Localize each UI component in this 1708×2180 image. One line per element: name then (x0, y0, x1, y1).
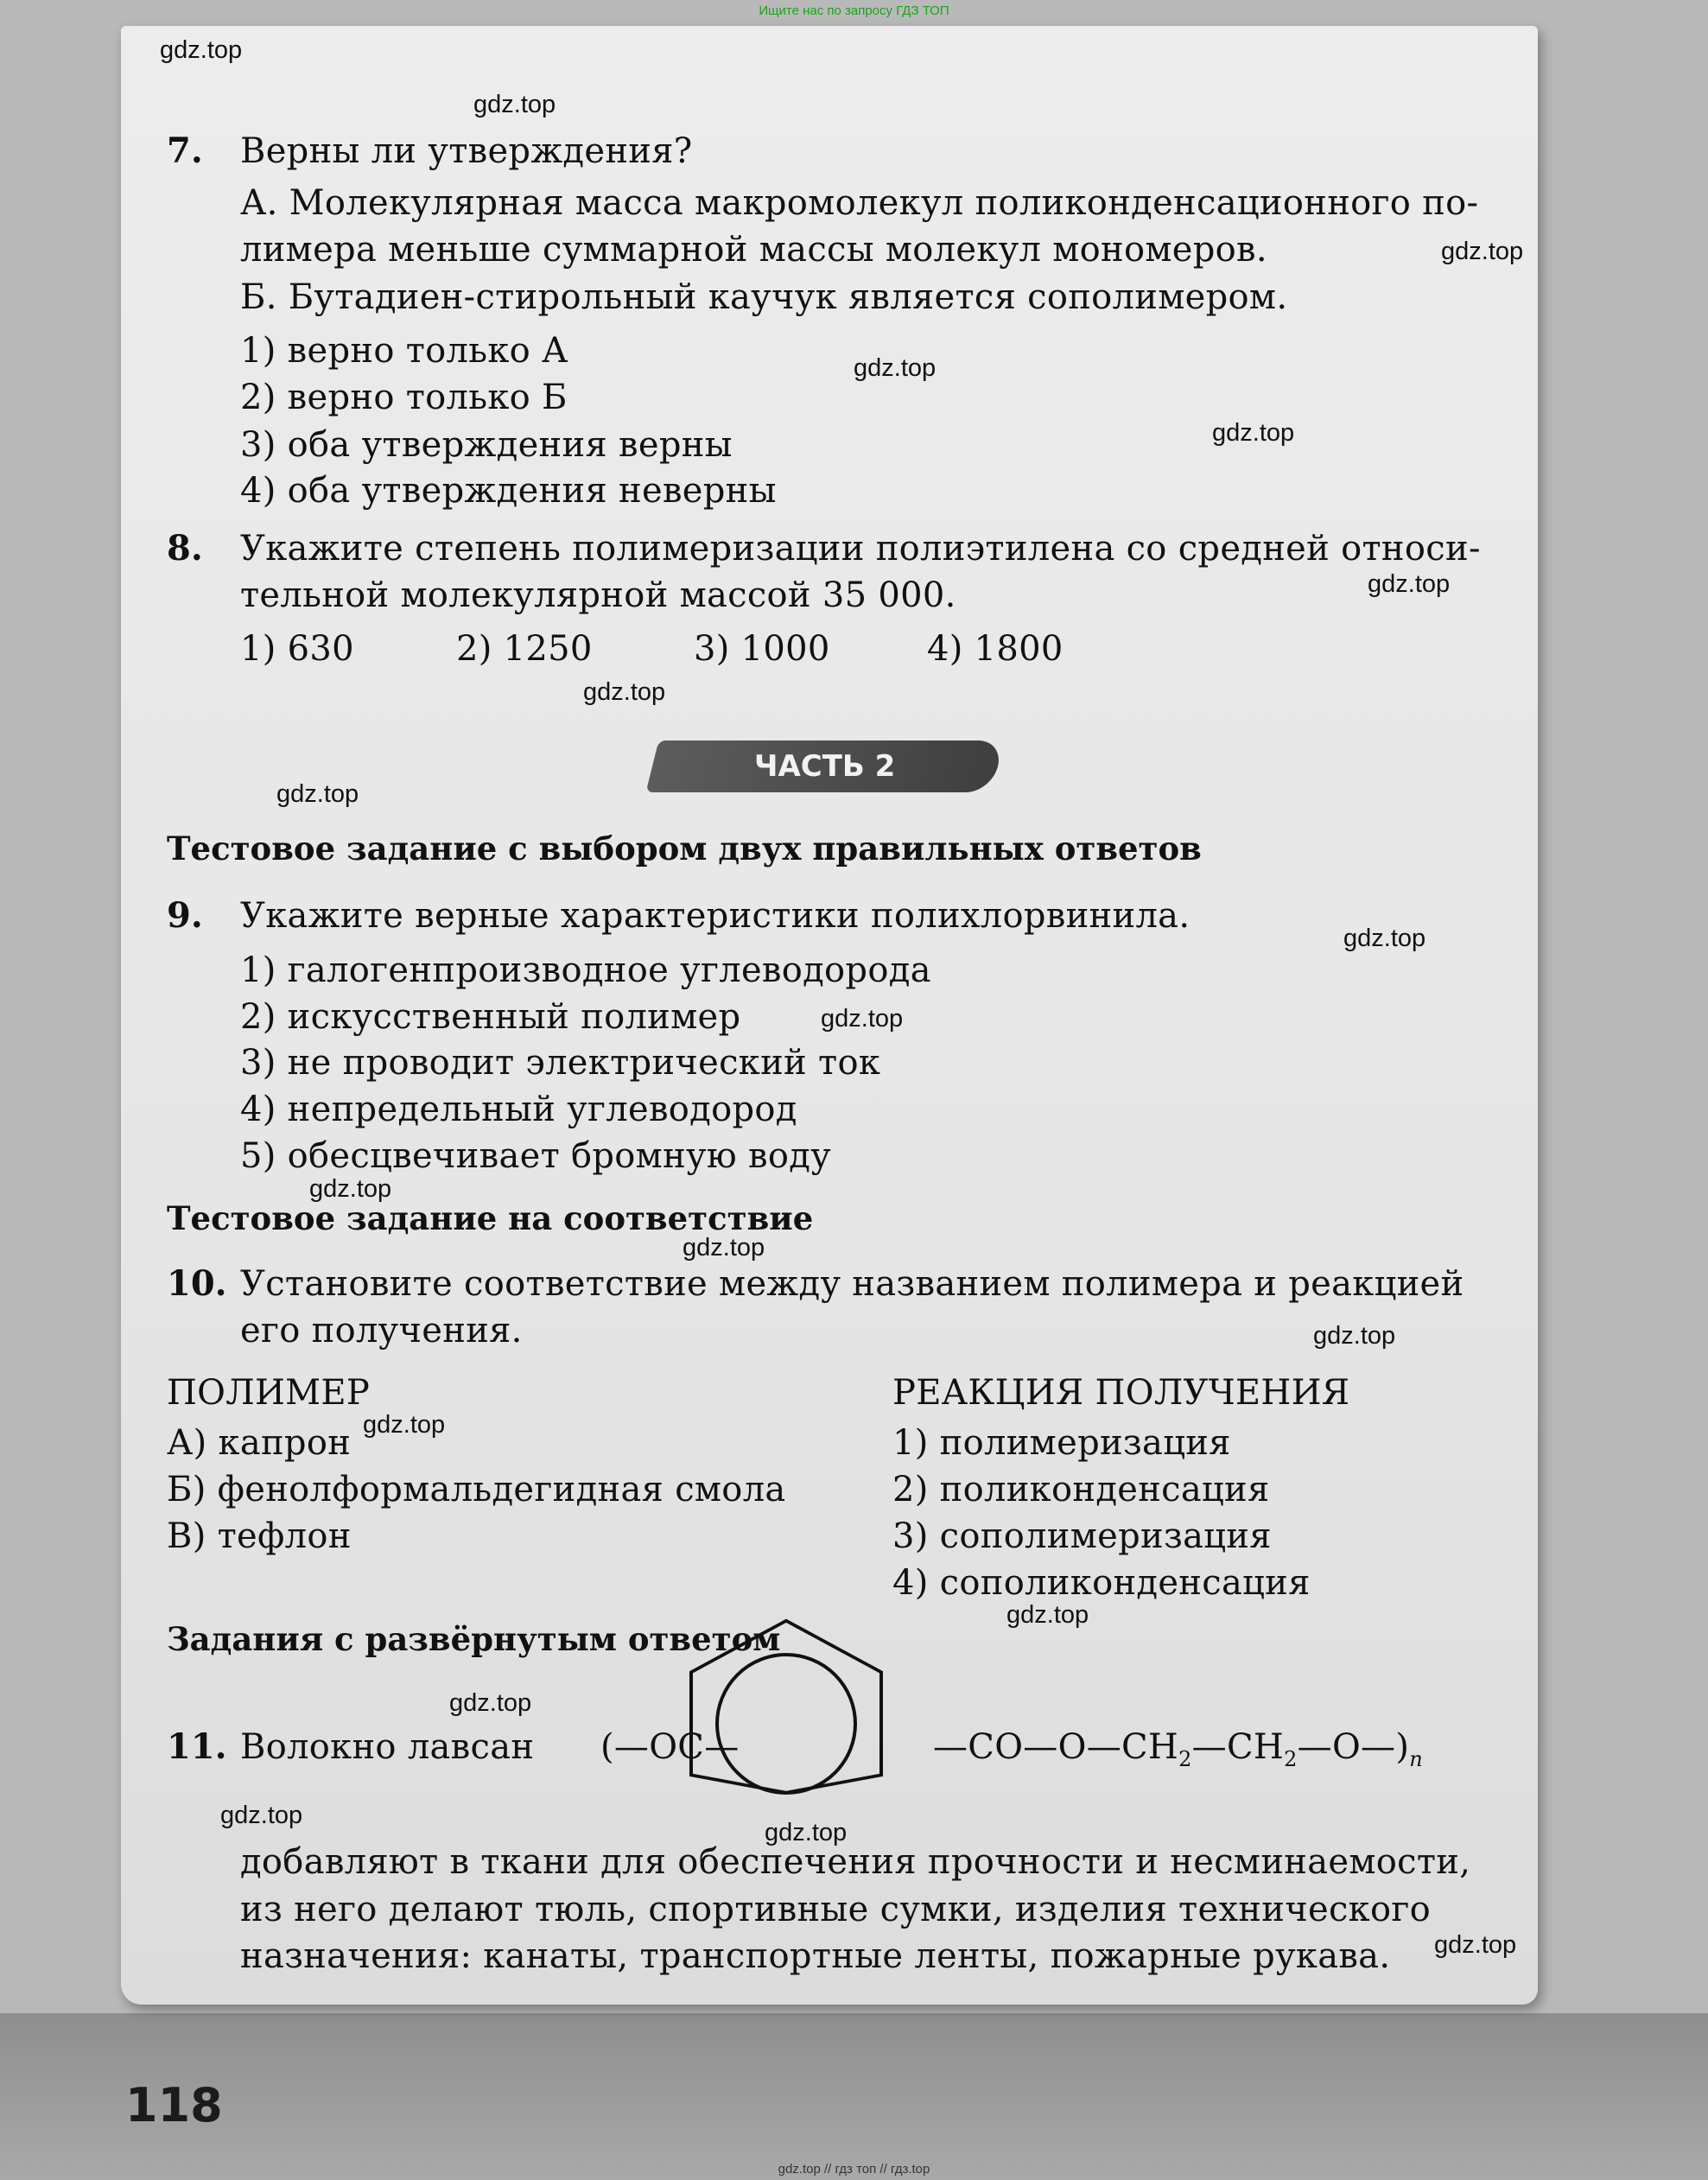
lavsan-formula-part3: —O—) (1297, 1727, 1410, 1767)
watermark: gdz.top (821, 1005, 904, 1033)
background-shadow (0, 2013, 1708, 2180)
lavsan-formula-sub1: 2 (1178, 1747, 1192, 1771)
benzene-ring-icon (596, 1611, 1045, 1827)
question-9-option-4: 4) непредельный углеводород (240, 1090, 797, 1129)
polymer-column-header: ПОЛИМЕР (167, 1373, 371, 1413)
question-8-option-3: 3) 1000 (694, 629, 830, 669)
reaction-item-1: 1) полимеризация (892, 1423, 1231, 1463)
section-extended-heading: Задания с развёрнутым ответом (167, 1620, 781, 1658)
question-11-number: 11. (167, 1726, 227, 1767)
watermark: gdz.top (1343, 925, 1426, 952)
watermark: gdz.top (309, 1175, 392, 1203)
watermark: gdz.top (854, 354, 937, 382)
reaction-item-2: 2) поликонденсация (892, 1470, 1270, 1509)
watermark: gdz.top (1434, 1931, 1517, 1959)
question-7-option-2: 2) верно только Б (240, 378, 568, 417)
question-7-option-3: 3) оба утверждения верны (240, 425, 733, 465)
question-10-number: 10. (167, 1263, 227, 1304)
question-7-option-4: 4) оба утверждения неверны (240, 471, 777, 511)
question-10-line1: Установите соответствие между названием полимера и реакцией (240, 1264, 1464, 1304)
lavsan-formula-right (933, 1724, 1423, 1783)
question-7-statement-b: Б. Бутадиен-стирольный каучук является сополимером. (240, 277, 1288, 317)
question-9-text: Укажите верные характеристики полихлорвинила. (240, 896, 1191, 936)
watermark: gdz.top (1368, 570, 1451, 598)
part-2-label: ЧАСТЬ 2 (754, 749, 896, 784)
reaction-column-header: РЕАКЦИЯ ПОЛУЧЕНИЯ (892, 1373, 1350, 1413)
lavsan-formula-sub2: 2 (1284, 1747, 1298, 1771)
question-8-number: 8. (167, 528, 203, 569)
part-2-badge (646, 740, 1005, 792)
question-10-line2: его получения. (240, 1311, 523, 1351)
lavsan-formula-part2: —CH (1191, 1727, 1285, 1767)
page-number: 118 (125, 2078, 223, 2132)
question-8-option-4: 4) 1800 (927, 629, 1064, 669)
question-9-number: 9. (167, 895, 203, 936)
question-9-option-1: 1) галогенпроизводное углеводорода (240, 950, 931, 990)
watermark: gdz.top (765, 1819, 848, 1846)
polymer-item-a: А) капрон (167, 1423, 352, 1463)
watermark: gdz.top (1212, 419, 1295, 447)
section-match-heading: Тестовое задание на соответствие (167, 1199, 814, 1237)
watermark: gdz.top (1006, 1601, 1089, 1629)
question-7-text: Верны ли утверждения? (240, 131, 693, 171)
watermark: gdz.top (583, 678, 666, 706)
question-8-line2: тельной молекулярной массой 35 000. (240, 575, 956, 615)
watermark: gdz.top (220, 1802, 303, 1829)
reaction-item-3: 3) сополимеризация (892, 1516, 1272, 1556)
question-9-option-2: 2) искусственный полимер (240, 997, 741, 1037)
question-8-option-1: 1) 630 (240, 629, 354, 669)
polymer-item-b: Б) фенолформальдегидная смола (167, 1470, 786, 1509)
lavsan-formula-part1: —CO—O—CH (933, 1727, 1179, 1767)
question-11-intro: Волокно лавсан (240, 1727, 535, 1767)
question-11-line1: добавляют в ткани для обеспечения прочности и несминаемости, (240, 1842, 1471, 1882)
watermark: gdz.top (683, 1234, 765, 1262)
watermark: gdz.top (449, 1689, 532, 1717)
watermark: gdz.top (363, 1411, 446, 1439)
watermark: gdz.top (473, 91, 556, 118)
section-two-answers-heading: Тестовое задание с выбором двух правильных ответов (167, 829, 1202, 868)
question-7-option-1: 1) верно только А (240, 331, 568, 371)
question-7-statement-a-line2: лимера меньше суммарной массы молекул мономеров. (240, 230, 1267, 270)
question-8-line1: Укажите степень полимеризации полиэтилена со средней относи- (240, 529, 1481, 569)
lavsan-formula-n: n (1409, 1747, 1424, 1771)
polymer-item-c: В) тефлон (167, 1516, 352, 1556)
question-9-option-3: 3) не проводит электрический ток (240, 1043, 881, 1083)
bottom-banner: gdz.top // гдз топ // гдз.top (778, 2162, 930, 2177)
question-11-line3: назначения: канаты, транспортные ленты, пожарные рукава. (240, 1936, 1391, 1976)
question-8-option-2: 2) 1250 (456, 629, 593, 669)
top-banner: Ищите нас по запросу ГДЗ ТОП (759, 3, 949, 18)
reaction-item-4: 4) сополиконденсация (892, 1563, 1311, 1603)
lavsan-formula-left: (—OC— (600, 1727, 740, 1767)
watermark: gdz.top (1313, 1322, 1396, 1350)
watermark: gdz.top (1441, 238, 1524, 265)
question-9-option-5: 5) обесцвечивает бромную воду (240, 1136, 831, 1176)
question-7-statement-a-line1: А. Молекулярная масса макромолекул поликонденсационного по- (240, 183, 1479, 223)
question-7-number: 7. (167, 130, 203, 171)
watermark: gdz.top (160, 36, 243, 64)
watermark: gdz.top (276, 780, 359, 808)
question-11-line2: из него делают тюль, спортивные сумки, изделия технического (240, 1890, 1431, 1929)
